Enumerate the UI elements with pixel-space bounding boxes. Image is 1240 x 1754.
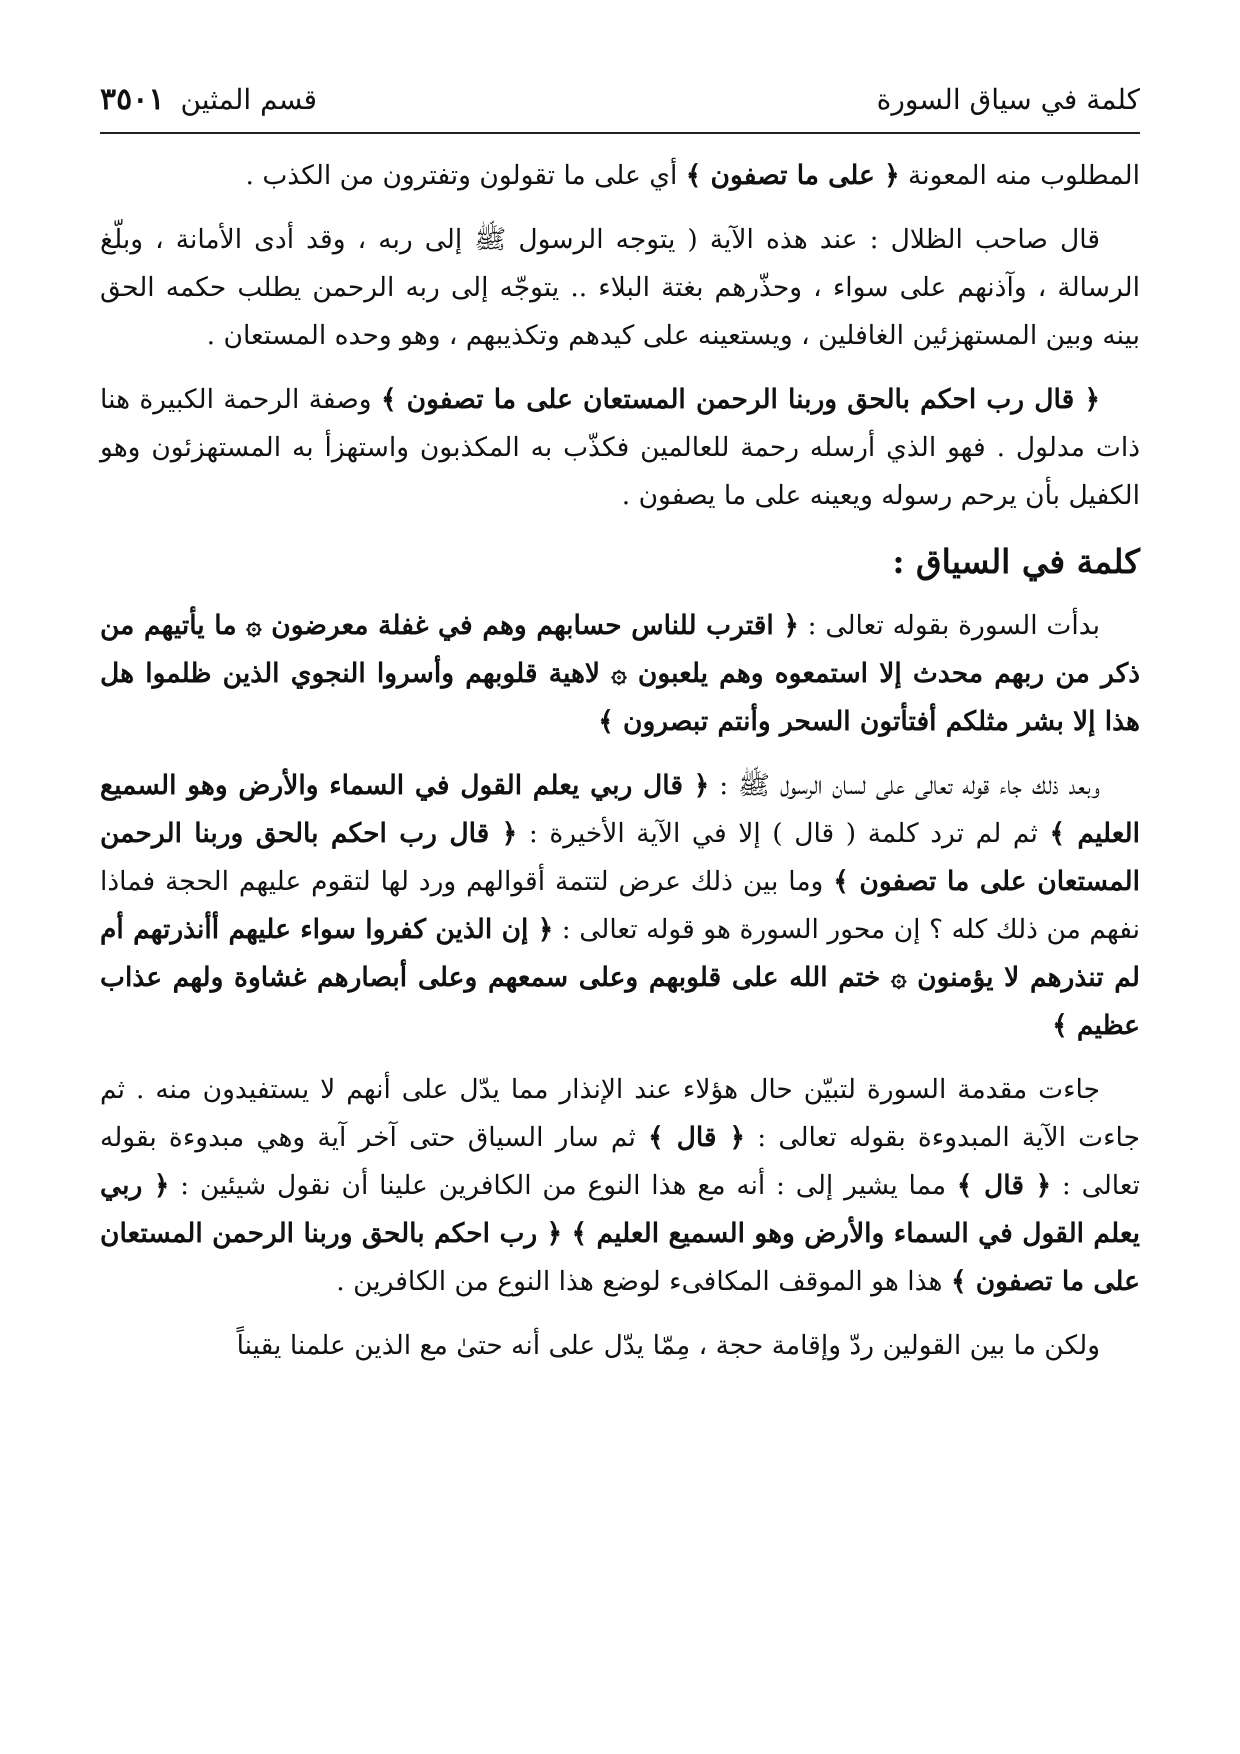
paragraph: [100, 376, 1140, 520]
paragraph: [100, 1322, 1140, 1370]
text-run: مما يشير إلى : أنه مع هذا النوع من الكافرين علينا أن نقول شيئين :: [169, 1170, 957, 1201]
quran-quote: ﴿ ربي يعلم القول في السماء والأرض وهو السميع العليم ﴾ ﴿ رب احكم بالحق وربنا الرحمن المستعان على ما تصفون ﴾: [100, 1170, 1140, 1297]
page-number: ٣٥٠١: [100, 82, 165, 117]
quran-quote: ﴿ قال ربي يعلم القول في السماء والأرض وهو السميع العليم ﴾: [100, 770, 1140, 849]
quran-quote: ﴿ اقترب للناس حسابهم وهم في غفلة معرضون ۞ ما يأتيهم من ذكر من ربهم محدث إلا استمعوه وهم يلعبون ۞ لاهية قلوبهم وأسروا النجوي الذين ظلموا هل هذا إلا بشر مثلكم أفتأتون السحر وأنتم تبصرون ﴾: [100, 610, 1140, 737]
paragraph: [100, 602, 1140, 746]
header-rule: [100, 132, 1140, 134]
quran-quote: ﴿ قال ﴾: [648, 1122, 746, 1153]
text-run: ثم سار السياق حتى آخر آية وهي مبدوءة بقوله تعالى :: [100, 1122, 1141, 1201]
paragraph: [100, 152, 1140, 200]
section-name: قسم المثين: [180, 83, 318, 116]
header-meta: [100, 78, 317, 122]
text-run: وما بين ذلك عرض لتتمة أقوالهم ورد لها لتقوم عليهم الحجة فماذا نفهم من ذلك كله ؟ إن محور السورة هو قوله تعالى :: [100, 866, 1140, 945]
text-run: المطلوب منه المعونة: [899, 160, 1140, 191]
section-heading: كلمة في السياق :: [892, 542, 1140, 581]
quran-quote: ﴿ قال رب احكم بالحق وربنا الرحمن المستعان على ما تصفون ﴾: [100, 818, 1140, 897]
text-run: أي على ما تقولون وتفترون من الكذب .: [245, 160, 686, 191]
document-page: [100, 78, 1140, 1386]
paragraph: [100, 1066, 1140, 1306]
text-run: وصفة الرحمة الكبيرة هنا ذات مدلول . فهو الذي أرسله رحمة للعالمين فكذّب به المكذبون واستهزأ به المستهزئون وهو الكفيل بأن يرحم رسوله ويعينه على ما يصفون .: [100, 384, 1140, 511]
quran-quote: ﴿ قال رب احكم بالحق وربنا الرحمن المستعان على ما تصفون ﴾: [380, 384, 1100, 415]
quran-quote: ﴿ قال ﴾: [956, 1170, 1052, 1201]
quran-quote: ﴿ على ما تصفون ﴾: [685, 160, 900, 191]
paragraph: [100, 762, 1140, 1050]
running-header: [100, 78, 1140, 126]
body-text: [100, 152, 1140, 1370]
running-title: كلمة في سياق السورة: [876, 83, 1140, 116]
text-run: وبعد ذلك جاء قوله تعالى على لسان الرسول ﷺ :: [709, 770, 1100, 801]
text-run: جاءت مقدمة السورة لتبيّن حال هؤلاء عند الإنذار مما يدّل على أنهم لا يستفيدون منه . ثم جاءت الآية المبدوءة بقوله تعالى :: [100, 1074, 1140, 1153]
text-run: ثم لم ترد كلمة ( قال ) إلا في الآية الأخيرة :: [517, 818, 1050, 849]
text-run: بدأت السورة بقوله تعالى :: [798, 610, 1100, 641]
text-run: قال صاحب الظلال : عند هذه الآية ( يتوجه الرسول ﷺ إلى ربه ، وقد أدى الأمانة ، وبلّغ الرسالة ، وآذنهم على سواء ، وحذّرهم بغتة البلاء .. يتوجّه إلى ربه الرحمن يطلب حكمه الحق بينه وبين المستهزئين الغافلين ، ويستعينه على كيدهم وتكذيبهم ، وهو وحده المستعان .: [100, 224, 1140, 351]
quran-quote: ﴿ إن الذين كفروا سواء عليهم أأنذرتهم أم لم تنذرهم لا يؤمنون ۞ ختم الله على قلوبهم وعلى سمعهم وعلى أبصارهم غشاوة ولهم عذاب عظيم ﴾: [100, 914, 1140, 1041]
text-run: ولكن ما بين القولين ردّ وإقامة حجة ، مِمّا يدّل على أنه حتىٰ مع الذين علمنا يقيناً: [236, 1330, 1100, 1361]
text-run: هذا هو الموقف المكافىء لوضع هذا النوع من الكافرين .: [336, 1266, 951, 1297]
paragraph: [100, 216, 1140, 360]
